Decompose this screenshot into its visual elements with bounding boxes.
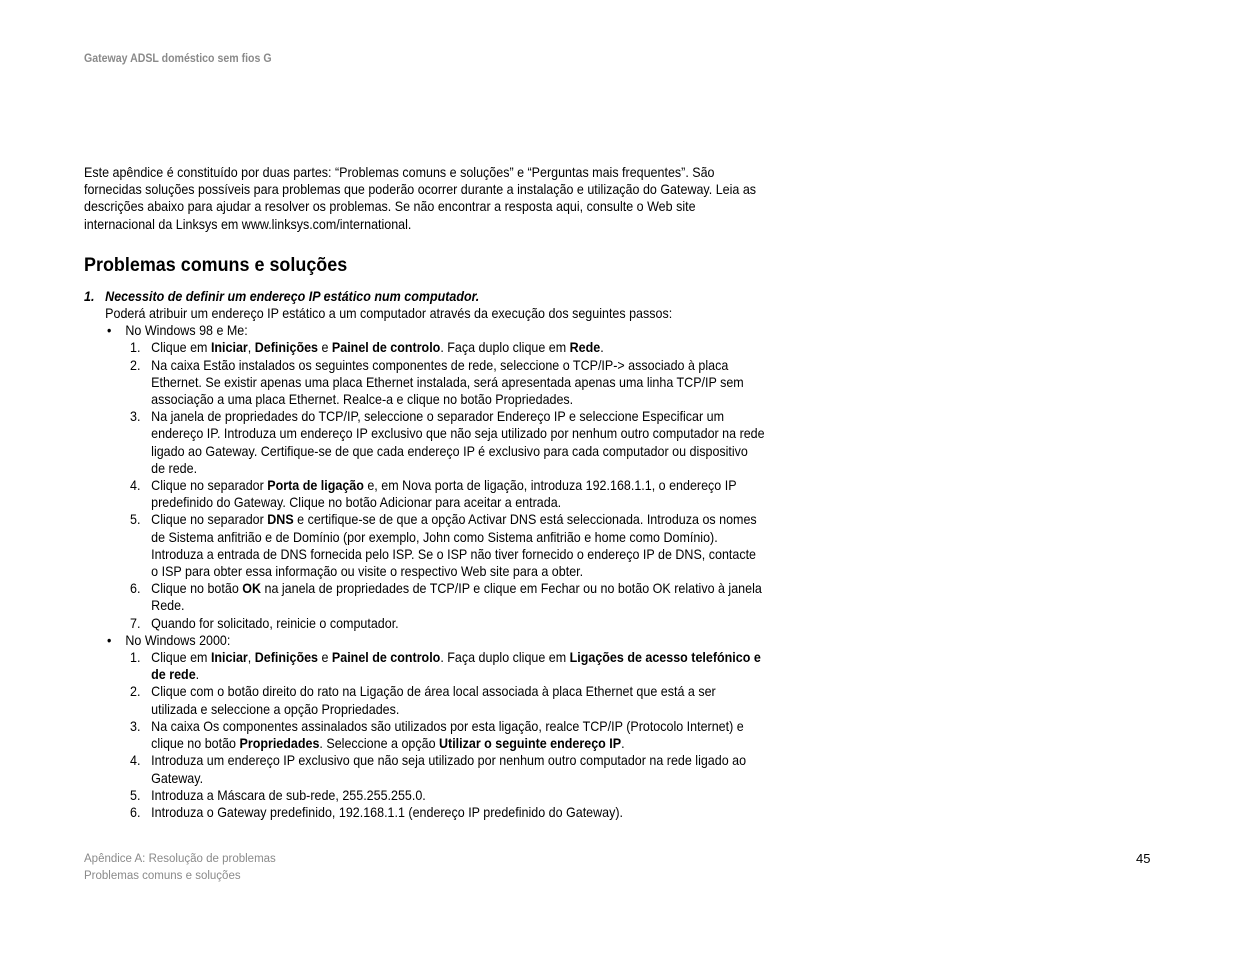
step-text: Na caixa Estão instalados os seguintes componentes de rede, seleccione o TCP/IP-> associado à placa Ethernet. Se existir apenas uma placa Ethernet instalada, será apresentada apenas uma linha TCP/IP sem associação a uma placa Ethernet. Realce-a e clique no botão Propriedades. (151, 357, 744, 408)
question-text: Necessito de definir um endereço IP estático num computador. (105, 288, 480, 304)
step-bold-term: Painel de controlo (331, 650, 441, 666)
step-number: 1. (130, 340, 141, 356)
steps-windows-98 (84, 339, 765, 631)
step-bold-term: Iniciar (210, 340, 248, 356)
step-text: . Faça duplo clique em (440, 340, 570, 356)
step-item (84, 804, 765, 821)
step-item (84, 718, 765, 752)
step-item (84, 683, 765, 717)
answer-intro: Poderá atribuir um endereço IP estático a um computador através da execução dos seguintes passos: (105, 306, 673, 322)
footer-chapter: Apêndice A: Resolução de problemas (84, 853, 276, 865)
step-text: e (317, 340, 332, 356)
step-number: 6. (130, 581, 141, 597)
step-item (84, 580, 765, 614)
bullet-dot: • (107, 632, 112, 648)
step-number: 4. (130, 753, 141, 769)
step-bold-term: Definições (254, 340, 318, 356)
step-bold-term: Iniciar (210, 650, 248, 666)
step-text: na janela de propriedades de TCP/IP e clique em Fechar ou no botão OK relativo à janela Rede. (151, 581, 762, 614)
step-number: 5. (130, 512, 141, 528)
steps-windows-2000 (84, 649, 765, 821)
footer (84, 851, 276, 884)
step-text: . Faça duplo clique em (440, 650, 570, 666)
bullet-dot: • (107, 323, 112, 339)
step-bold-term: Painel de controlo (331, 340, 441, 356)
step-number: 2. (130, 684, 141, 700)
step-text: Quando for solicitado, reinicie o computador. (151, 615, 399, 631)
step-text: e certifique-se de que a opção Activar DNS está seleccionada. Introduza os nomes de Sistema anfitrião e de Domínio (por exemplo, John como Sistema anfitrião e home como Domínio). Introduza a entrada de DNS fornecida pelo ISP. Se o ISP não tiver fornecido o endereço IP de DNS, contacte o ISP para obter essa informação ou visite o respectivo Web site para a obter. (151, 512, 757, 580)
step-bold-term: DNS (267, 512, 294, 528)
step-number: 1. (130, 650, 141, 666)
page-number: 45 (1136, 851, 1151, 866)
step-number: 7. (130, 615, 141, 631)
step-item (84, 787, 765, 804)
content-body (84, 164, 765, 821)
step-bold-term: Ligações de acesso telefónico e de rede (151, 650, 761, 683)
step-bold-term: Porta de ligação (267, 478, 364, 494)
step-bold-term: Utilizar o seguinte endereço IP (439, 736, 622, 752)
step-item (84, 615, 765, 632)
step-bold-term: Rede (569, 340, 601, 356)
step-text: Clique no separador (151, 478, 268, 494)
step-item (84, 511, 765, 580)
question-number: 1. (84, 288, 95, 304)
step-text: Introduza a Máscara de sub-rede, 255.255.255.0. (151, 787, 426, 803)
step-text: e (317, 650, 332, 666)
step-number: 5. (130, 787, 141, 803)
step-number: 3. (130, 409, 141, 425)
bullet-label: No Windows 98 e Me: (125, 323, 248, 339)
step-text: Clique no separador (151, 512, 268, 528)
step-text: , (247, 650, 255, 666)
step-item (84, 339, 765, 356)
step-item (84, 752, 765, 786)
step-item (84, 357, 765, 409)
step-text: Clique com o botão direito do rato na Ligação de área local associada à placa Ethernet que está a ser utilizada e seleccione a opção Propriedades. (151, 684, 716, 717)
step-item (84, 477, 765, 511)
step-text: Introduza um endereço IP exclusivo que não seja utilizado por nenhum outro computador na rede ligado ao Gateway. (151, 753, 747, 786)
step-item (84, 649, 765, 683)
step-bold-term: OK (242, 581, 262, 597)
section-title: Problemas comuns e soluções (84, 253, 348, 276)
bullet-label: No Windows 2000: (125, 632, 231, 648)
step-text: Clique no botão (151, 581, 243, 597)
page-content (84, 164, 784, 821)
step-text: e, em Nova porta de ligação, introduza 192.168.1.1, o endereço IP predefinido do Gateway. Clique no botão Adicionar para aceitar a entrada. (151, 478, 737, 511)
step-text: Na janela de propriedades do TCP/IP, seleccione o separador Endereço IP e seleccione Especificar um endereço IP. Introduza um endereço IP exclusivo que não seja utilizado por nenhum outro computador na rede ligado ao Gateway. Certifique-se de que cada endereço IP é exclusivo para cada computador ou dispositivo de rede. (151, 409, 765, 476)
footer-section: Problemas comuns e soluções (84, 869, 241, 882)
bullet-windows-2000 (84, 632, 765, 649)
step-number: 3. (130, 718, 141, 734)
step-text: . (195, 667, 200, 683)
intro-paragraph: Este apêndice é constituído por duas partes: “Problemas comuns e soluções” e “Perguntas mais frequentes”. São fornecidas soluções possíveis para problemas que poderão ocorrer durante a instalação e utilização do Gateway. Leia as descrições abaixo para ajudar a resolver os problemas. Se não encontrar a resposta aqui, consulte o Web site internacional da Linksys em www.linksys.com/international. (84, 165, 757, 232)
step-bold-term: Definições (254, 650, 318, 666)
step-text: . (600, 340, 604, 356)
step-bold-term: Propriedades (239, 736, 320, 752)
step-number: 4. (130, 478, 141, 494)
step-text: , (247, 340, 255, 356)
step-text: Introduza o Gateway predefinido, 192.168.1.1 (endereço IP predefinido do Gateway). (151, 804, 624, 820)
step-text: . (621, 736, 625, 752)
step-text: . Seleccione a opção (319, 736, 440, 752)
question-heading (84, 288, 765, 305)
running-header: Gateway ADSL doméstico sem fios G (84, 53, 272, 65)
step-item (84, 408, 765, 477)
step-number: 2. (130, 357, 141, 373)
step-number: 6. (130, 804, 141, 820)
step-text: Na caixa Os componentes assinalados são utilizados por esta ligação, realce TCP/IP (Protocolo Internet) e clique no botão (151, 718, 744, 752)
bullet-windows-98 (84, 322, 765, 339)
step-text: Clique em (151, 340, 211, 356)
step-text: Clique em (151, 650, 211, 666)
